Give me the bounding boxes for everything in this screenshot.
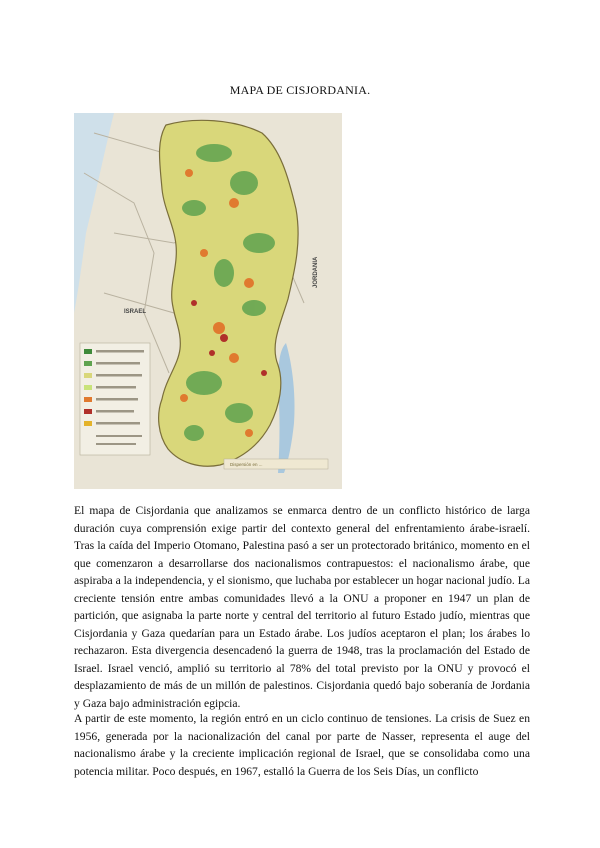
paragraph-1: El mapa de Cisjordania que analizamos se enmarca dentro de un conflicto histórico de larga duración cuya comprensión exige partir del contexto general del enfrentamiento árabe-israelí. Tras la caída del Imperio Otomano, Palestina pasó a ser un protectorado británico, momento en el que comenzaron a desarrollarse dos nacionalismos contrapuestos: el nacionalismo árabe, que aspiraba a la independencia, y el sionismo, que luchaba por establecer un hogar nacional judío. La creciente tensión entre ambas comunidades llevó a la ONU a proponer en 1947 un plan de partición, que asignaba la parte norte y central del territorio al futuro Estado judío, mientras que Cisjordania y Gaza quedarían para un Estado árabe. Los judíos aceptaron el plan; los árabes lo rechazaron. Esta divergencia desencadenó la guerra de 1948, tras la proclamación del Estado de Israel. Israel venció, amplió su territorio al 78% del total previsto por la ONU y provocó el desplazamiento de más de un millón de palestinos. Cisjordania quedó bajo soberanía de Jordania y Gaza bajo administración egipcia.: [74, 504, 530, 710]
map-label-jordania: JORDANIA: [313, 256, 319, 288]
page-title: MAPA DE CISJORDANIA.: [229, 83, 371, 97]
map-image: [74, 113, 342, 489]
map-footer-caption: Dispersión en ...: [230, 462, 263, 467]
paragraph-2: A partir de este momento, la región entró en un ciclo continuo de tensiones. La crisis de Suez en 1956, generada por la nacionalización del canal por parte de Nasser, representa el auge del nacionalismo árabe y la creciente implicación regional de Israel, que se consolidaba como una potencia militar. Poco después, en 1967, estalló la Guerra de los Seis Días, un conflicto: [74, 712, 530, 778]
map-label-israel: ISRAEL: [124, 309, 147, 315]
